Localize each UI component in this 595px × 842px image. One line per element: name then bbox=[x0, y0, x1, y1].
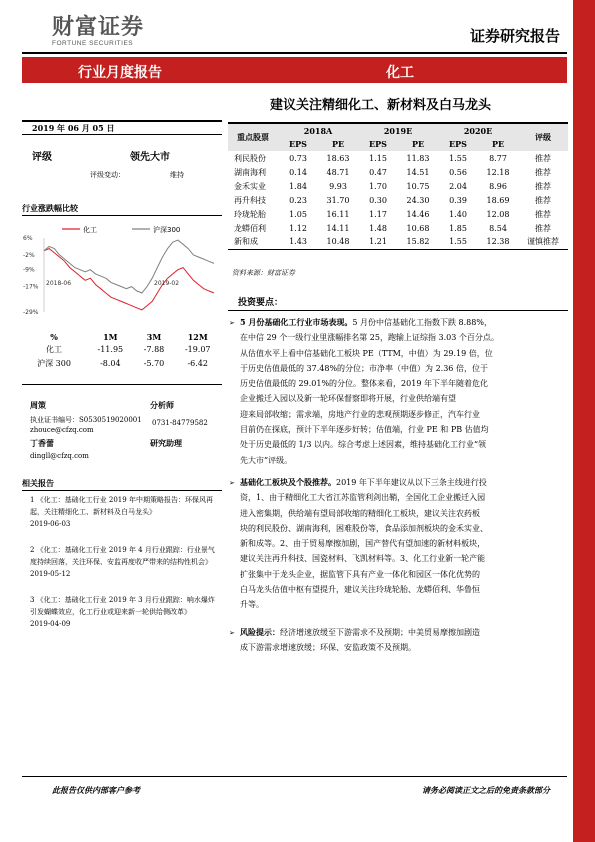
paragraph-line: 建议关注再升科技、国瓷材料、飞凯材料等。3、化工行业新一轮产能 bbox=[240, 554, 486, 564]
stock-value: 0.47 bbox=[369, 167, 387, 177]
stock-rating: 谨慎推荐 bbox=[518, 235, 568, 249]
stock-value: 0.23 bbox=[289, 195, 307, 205]
stock-value: 1.21 bbox=[358, 235, 398, 249]
side-accent-bar bbox=[573, 0, 595, 842]
metric-header: PE bbox=[398, 137, 438, 151]
rating-header: 评级 bbox=[518, 123, 568, 151]
stock-value: 12.38 bbox=[478, 235, 518, 249]
stock-value: 1.55 bbox=[438, 235, 478, 249]
perf-header: 12M bbox=[187, 332, 208, 342]
y-tick-label: -29% bbox=[23, 309, 39, 316]
bullet-arrow-icon: ➢ bbox=[229, 479, 235, 487]
metric-header: EPS bbox=[278, 137, 318, 151]
analyst-email: zhouce@cfzq.com bbox=[30, 426, 94, 434]
stock-value: 10.48 bbox=[318, 235, 358, 249]
related-item-text: 1 《化工：基础化工行业 2019 年中期策略报告：环保风再起，关注精细化工、新材料及白马龙头》 bbox=[30, 496, 213, 516]
stock-rating: 推荐 bbox=[535, 167, 551, 177]
stock-name: 龙蟒佰利 bbox=[234, 223, 266, 233]
stock-subheader-row bbox=[228, 137, 568, 151]
stock-table bbox=[228, 122, 568, 250]
paragraph-text: 经济增速放缓至下游需求不及预期；中美贸易摩擦加剧造 bbox=[280, 628, 480, 637]
stock-value: 8.96 bbox=[489, 181, 507, 191]
perf-cell: -19.07 bbox=[184, 344, 211, 354]
stock-name: 玲珑轮胎 bbox=[234, 209, 266, 219]
stock-value: 8.77 bbox=[489, 153, 507, 163]
paragraph-line: 先大市”评级。 bbox=[240, 455, 293, 465]
perf-header: % bbox=[50, 332, 58, 342]
analyst-rule bbox=[22, 384, 222, 385]
related-item-text: 3 《化工：基础化工行业 2019 年 3 月行业跟踪：响水爆炸引发蝴蝶效应，化工行业或迎来新一轮供给侧改革》 bbox=[30, 596, 215, 616]
paragraph-line: 新和成等。2、由于贸易摩擦加剧，国产替代有望加速的新材料板块， bbox=[240, 539, 486, 549]
stock-value: 12.18 bbox=[486, 167, 510, 177]
stock-value: 14.51 bbox=[406, 167, 430, 177]
year-header: 2019E bbox=[358, 123, 438, 137]
stock-value: 0.39 bbox=[449, 195, 467, 205]
stock-value: 18.63 bbox=[326, 153, 350, 163]
bullet-arrow-icon: ➢ bbox=[229, 319, 235, 327]
assistant-email: dingll@cfzq.com bbox=[30, 452, 89, 460]
report-date: 2019 年 06 月 05 日 bbox=[22, 120, 222, 135]
paragraph-heading: 基础化工板块及个股推荐。 bbox=[240, 477, 336, 487]
paragraph-line bbox=[240, 475, 555, 490]
stock-value: 18.69 bbox=[486, 195, 510, 205]
stock-name: 金禾实业 bbox=[234, 181, 266, 191]
stock-rating: 推荐 bbox=[535, 209, 551, 219]
analyst-name: 周策 bbox=[30, 400, 46, 410]
stock-value: 0.30 bbox=[369, 195, 387, 205]
stock-value: 14.46 bbox=[406, 209, 430, 219]
report-type: 证券研究报告 bbox=[469, 27, 560, 45]
y-tick-label: -2% bbox=[23, 251, 35, 259]
header-rule bbox=[22, 52, 567, 54]
industry-name: 化工 bbox=[386, 65, 414, 81]
rating-label: 评级 bbox=[32, 152, 52, 163]
stock-value: 1.15 bbox=[369, 153, 387, 163]
table-row bbox=[22, 342, 222, 356]
paragraph-heading: 5 月份基础化工行业市场表现。 bbox=[240, 317, 353, 327]
stock-value: 14.11 bbox=[326, 223, 350, 233]
stock-value: 0.73 bbox=[289, 153, 307, 163]
stock-value: 31.70 bbox=[326, 195, 350, 205]
paragraph-line: 块的利民股份、湖南海利，困难股份等，食品添加剂板块的金禾实业、 bbox=[240, 523, 488, 533]
metric-header: PE bbox=[318, 137, 358, 151]
paragraph-text: 5 月份中信基础化工指数下跌 8.88%， bbox=[352, 318, 492, 327]
paragraph-line: 历史估值最低的 29.01%的分位。整体来看，2019 年下半年随着危化 bbox=[240, 379, 488, 389]
stock-rating: 推荐 bbox=[535, 181, 551, 191]
stock-value: 1.05 bbox=[289, 209, 307, 219]
stock-value: 10.75 bbox=[406, 181, 430, 191]
chart-rule bbox=[22, 215, 222, 216]
paragraph-line bbox=[240, 315, 555, 330]
related-item-date: 2019-06-03 bbox=[30, 520, 71, 528]
chart-title: 行业涨跌幅比较 bbox=[22, 203, 78, 213]
footer-right: 请务必阅读正文之后的免责条款部分 bbox=[422, 785, 550, 795]
assistant-name: 丁香蕾 bbox=[30, 438, 54, 448]
stock-value: 8.54 bbox=[489, 223, 507, 233]
paragraph-line: 白马龙头估值中枢有望提升，建议关注玲珑轮胎、龙蟒佰利、华鲁恒 bbox=[240, 585, 480, 595]
perf-cell: 沪深 300 bbox=[37, 358, 71, 368]
stock-value: 11.83 bbox=[406, 153, 430, 163]
key-points-rule bbox=[228, 310, 568, 311]
performance-table bbox=[22, 332, 222, 370]
perf-cell: -8.04 bbox=[100, 358, 121, 368]
related-item-text: 2 《化工：基础化工行业 2019 年 4 月行业跟踪：行业景气度持续回落，关注环保、安监再度收严带来的结构性机会》 bbox=[30, 546, 215, 566]
perf-header: 3M bbox=[146, 332, 162, 342]
year-header: 2018A bbox=[278, 123, 358, 137]
stock-table-body bbox=[228, 151, 568, 249]
page-title: 建议关注精细化工、新材料及白马龙头 bbox=[270, 98, 492, 113]
perf-cell: -7.88 bbox=[143, 344, 165, 354]
paragraph-risk bbox=[240, 625, 555, 656]
stock-header: 重点股票 bbox=[228, 123, 278, 151]
stock-value: 10.68 bbox=[406, 223, 430, 233]
stock-value: 1.84 bbox=[289, 181, 307, 191]
rating-change-value: 维持 bbox=[170, 171, 184, 179]
assistant-role: 研究助理 bbox=[150, 438, 182, 448]
paragraph-line: 扩张集中于龙头企业，据监管下具有产业一体化和园区一体化优势的 bbox=[240, 569, 480, 579]
y-tick-label: -9% bbox=[23, 266, 35, 274]
rating-change-label: 评级变动： bbox=[90, 171, 125, 179]
related-item[interactable] bbox=[30, 594, 220, 630]
y-tick-label: 6% bbox=[23, 235, 33, 242]
stock-value: 1.48 bbox=[369, 223, 387, 233]
analyst-cert: 执业证书编号：S0530519020001 bbox=[30, 416, 142, 424]
footer-rule bbox=[22, 776, 567, 777]
table-source: 资料来源：财富证券 bbox=[232, 269, 295, 277]
legend-label: 沪深300 bbox=[153, 226, 181, 234]
perf-cell: -11.95 bbox=[97, 344, 124, 354]
paragraph-line: 资，1、由于精细化工大省江苏监管利剑出鞘，全国化工企业搬迁入园 bbox=[240, 493, 486, 503]
paragraph-market bbox=[240, 315, 555, 468]
perf-cell: -6.42 bbox=[187, 358, 208, 368]
related-title: 相关报告 bbox=[22, 478, 54, 488]
stock-value: 1.85 bbox=[449, 223, 467, 233]
table-row bbox=[228, 221, 568, 235]
paragraph-line bbox=[240, 625, 555, 640]
analyst-role: 分析师 bbox=[150, 400, 174, 410]
paragraph-text: 2019 年下半年建议从以下三条主线进行投 bbox=[336, 478, 487, 487]
related-item[interactable] bbox=[30, 494, 220, 530]
x-tick-label: 2018-06 bbox=[46, 280, 72, 287]
paragraph-line: 企业搬迁入园以及新一轮环保督察即将开展，行业供给端有望 bbox=[240, 394, 456, 404]
stock-rating: 推荐 bbox=[535, 195, 551, 205]
stock-rating: 推荐 bbox=[535, 223, 551, 233]
year-header: 2020E bbox=[438, 123, 518, 137]
paragraph-line: 在中信 29 个一级行业里涨幅排名第 25，跑输上证综指 3.03 个百分点。 bbox=[240, 333, 499, 343]
stock-name: 新和成 bbox=[228, 235, 278, 249]
metric-header: EPS bbox=[438, 137, 478, 151]
perf-cell: -5.70 bbox=[143, 358, 165, 368]
paragraph-line: 于历史估值最低的 37.48%的分位；市净率（中值）为 2.36 倍，位于 bbox=[240, 363, 488, 373]
table-row bbox=[228, 193, 568, 207]
stock-value: 1.70 bbox=[369, 181, 387, 191]
table-row bbox=[228, 179, 568, 193]
table-row bbox=[228, 207, 568, 221]
y-tick-label: -17% bbox=[23, 283, 39, 291]
stock-value: 16.11 bbox=[326, 209, 350, 219]
metric-header: PE bbox=[478, 137, 518, 151]
paragraph-line: 进入密集期，供给端有望局部收缩的精细化工板块，建议关注农药板 bbox=[240, 508, 480, 518]
performance-header-row bbox=[22, 332, 222, 342]
paragraph-line: 目前仍在探底，预计下半年逐步好转；估值端，行业 PE 和 PB 估值均 bbox=[240, 425, 489, 435]
paragraph-recommend bbox=[240, 475, 555, 613]
rating-value: 领先大市 bbox=[130, 152, 170, 163]
stock-value: 9.93 bbox=[329, 181, 347, 191]
paragraph-line: 迎来局部收缩；需求端，房地产行业的悲观预期逐步修正，汽车行业 bbox=[240, 409, 480, 419]
perf-cell: 化工 bbox=[46, 344, 63, 354]
stock-value: 24.30 bbox=[406, 195, 430, 205]
related-item[interactable] bbox=[30, 544, 220, 580]
stock-value: 48.71 bbox=[326, 167, 350, 177]
related-rule bbox=[22, 490, 222, 491]
table-row bbox=[228, 151, 568, 165]
stock-value: 12.08 bbox=[486, 209, 510, 219]
stock-value: 0.14 bbox=[289, 167, 307, 177]
x-tick-label: 2019-02 bbox=[154, 280, 180, 287]
paragraph-line: 从估值水平上看中信基础化工板块 PE（TTM，中值）为 29.19 倍，位 bbox=[240, 348, 493, 358]
key-points-title: 投资要点： bbox=[238, 298, 284, 308]
stock-name: 再升科技 bbox=[234, 195, 266, 205]
stock-value: 1.12 bbox=[289, 223, 307, 233]
stock-name: 利民股份 bbox=[234, 153, 266, 163]
performance-chart bbox=[22, 222, 222, 322]
analyst-phone: 0731-84779582 bbox=[152, 419, 208, 427]
legend-label: 化工 bbox=[83, 226, 97, 234]
stock-value: 0.56 bbox=[449, 167, 467, 177]
related-item-date: 2019-04-09 bbox=[30, 620, 71, 628]
stock-value: 15.82 bbox=[398, 235, 438, 249]
logo: 财富证券 bbox=[52, 14, 145, 40]
paragraph-heading: 风险提示： bbox=[240, 627, 280, 637]
paragraph-rest bbox=[240, 640, 555, 655]
logo-english: FORTUNE SECURITIES bbox=[52, 40, 134, 47]
perf-header: 1M bbox=[103, 332, 118, 342]
metric-header: EPS bbox=[358, 137, 398, 151]
paragraph-rest bbox=[240, 490, 555, 612]
stock-value: 1.43 bbox=[278, 235, 318, 249]
stock-rating: 推荐 bbox=[535, 153, 551, 163]
stock-value: 2.04 bbox=[449, 181, 467, 191]
paragraph-line: 升等。 bbox=[240, 600, 264, 610]
paragraph-line: 成下游需求增速放缓；环保、安监政策不及预期。 bbox=[240, 643, 416, 653]
paragraph-line: 处于历史最低的 1/3 以内。综合考虑上述因素，维持基础化工行业“领 bbox=[240, 440, 487, 450]
table-row bbox=[228, 165, 568, 179]
stock-value: 1.17 bbox=[369, 209, 387, 219]
paragraph-rest bbox=[240, 330, 555, 468]
table-row bbox=[228, 235, 568, 249]
table-row bbox=[22, 356, 222, 370]
stock-name: 湖南海利 bbox=[234, 167, 266, 177]
footer-left: 此报告仅供内部客户参考 bbox=[52, 785, 140, 795]
report-category: 行业月度报告 bbox=[78, 65, 162, 81]
bullet-arrow-icon: ➢ bbox=[229, 629, 235, 637]
related-item-date: 2019-05-12 bbox=[30, 570, 71, 578]
stock-value: 1.55 bbox=[449, 153, 467, 163]
stock-header-row bbox=[228, 123, 568, 137]
stock-value: 1.40 bbox=[449, 209, 467, 219]
